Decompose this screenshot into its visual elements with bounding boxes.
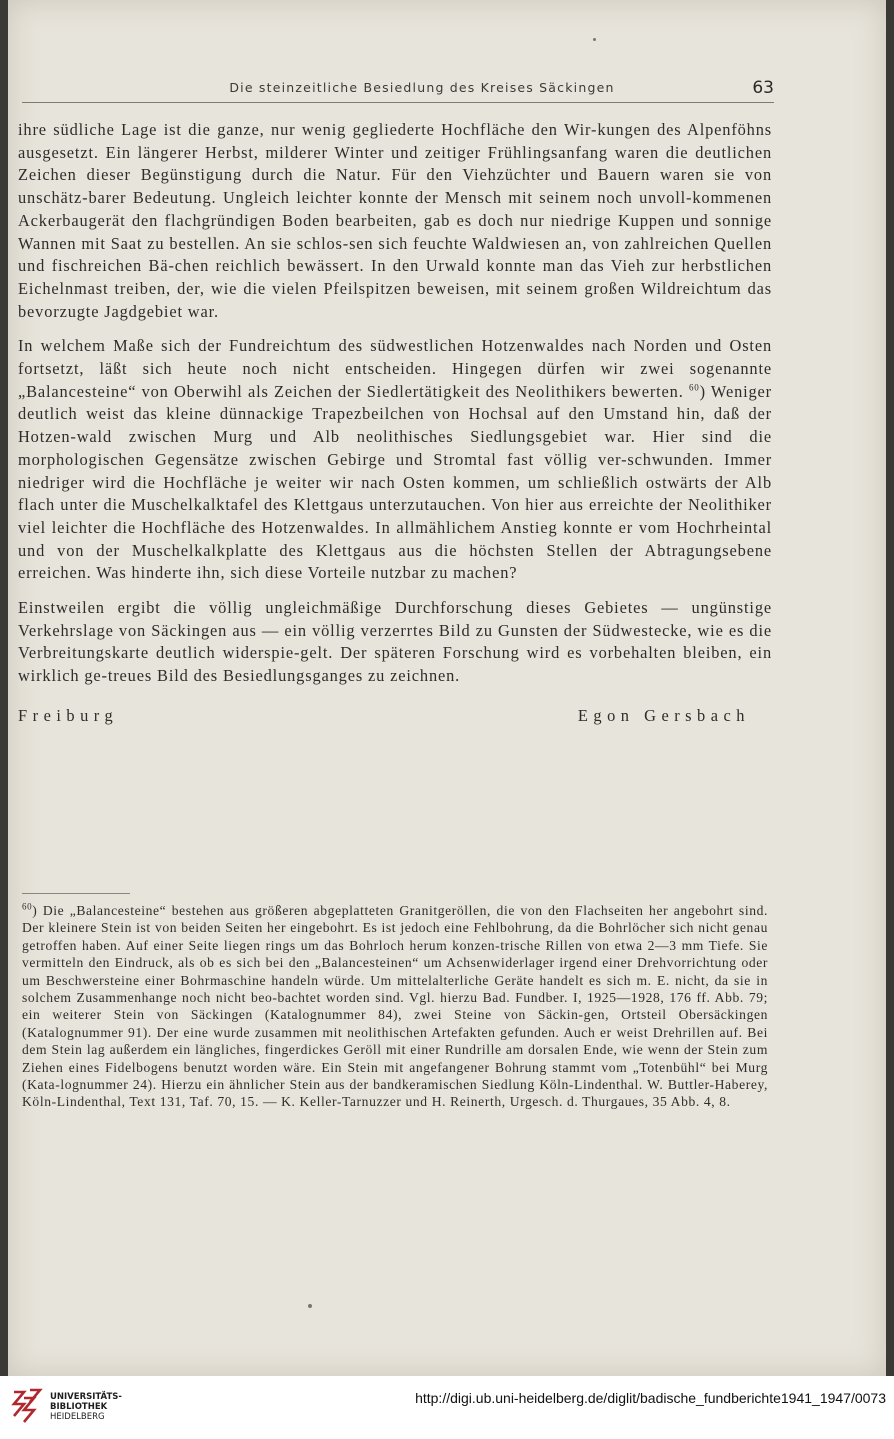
paragraph-2-part-b: ) Weniger deutlich weist das kleine dünnackige Trapezbeilchen von Hochsal auf den Umstand hin, daß der Hotzen-wald zwischen Murg und Alb neolithisches Siedlungsgebiet war. Hier sind die morphologischen Gegensätze zwischen Gebirge und Stromtal fast völlig ver-schwunden. Immer niedriger wird die Hochfläche je weiter wir nach Osten kommen, um schließlich ostwärts der Alb flach unter die Muschelkalktafel des Klettgaus unterzutauchen. Von hier aus erreichte der Neolithiker viel leichter die Hochfläche des Hotzenwaldes. In allmählichem Anstieg konnte er vom Hochrheintal und von der Muschelkalkplatte des Klettgaus aus die höchsten Stellen der Abtragungsebene erreichen. Was hinderte ihn, sich diese Vorteile nutzbar zu machen? — [18, 381, 772, 583]
signature-place: Freiburg — [18, 705, 119, 725]
logo-line-3: HEIDELBERG — [50, 1412, 105, 1422]
paper-speck — [308, 1304, 312, 1308]
viewer-footer — [0, 1376, 894, 1439]
footnote-reference[interactable]: 60 — [688, 382, 700, 393]
footnote-60 — [22, 902, 768, 1111]
logo-line-1: UNIVERSITÄTS- — [50, 1392, 122, 1402]
paragraph-3: Einstweilen ergibt die völlig ungleichmäßige Durchforschung dieses Gebietes — ungünstige Verkehrslage von Säckingen aus — ein völlig verzerrtes Bild zu Gunsten der Südwestecke, wie es die Verbreitungskarte deutlich widerspie-gelt. Der späteren Forschung wird es vorbehalten bleiben, ein wirklich ge-treues Bild des Besiedlungsganges zu zeichnen. — [18, 598, 772, 686]
running-title: Die steinzeitliche Besiedlung des Kreises Säckingen — [229, 80, 615, 95]
footnote — [22, 902, 768, 1111]
logo-line-2: BIBLIOTHEK — [50, 1402, 108, 1412]
paragraph-2-part-a: In welchem Maße sich der Fundreichtum des südwestlichen Hotzenwaldes nach Norden und Osten fortsetzt, läßt sich heute noch nicht entscheiden. Hingegen dürfen wir zwei sogenannte „Balancesteine“ von Oberwihl als Zeichen der Siedlertätigkeit des Neolithikers bewerten. — [18, 336, 772, 401]
source-url-link[interactable]: http://digi.ub.uni-heidelberg.de/diglit/badische_fundberichte1941_1947/0073 — [415, 1390, 886, 1406]
page-header — [22, 80, 774, 103]
signature-line — [18, 706, 772, 726]
paragraph-2 — [18, 335, 772, 585]
library-logo-icon[interactable] — [10, 1386, 44, 1430]
paragraph-1: ihre südliche Lage ist die ganze, nur wenig gegliederte Hochfläche den Wir-kungen des Alpenföhns ausgesetzt. Ein längerer Herbst, milderer Winter und zeitiger Frühlingsanfang waren die deutlichen Zeichen dieser Begünstigung durch die Natur. Für den Viehzüchter und Bauern waren sie von unschätz-barer Bedeutung. Ungleich leichter konnte der Mensch mit seinem noch unvoll-kommenen Ackerbaugerät den flachgründigen Boden bearbeiten, gab es doch nur niedrige Kuppen und sonnige Wannen mit Saat zu bestellen. An sie schlos-sen sich feuchte Waldwiesen an, von zahlreichen Quellen und fischreichen Bä-chen reichlich bewässert. In den Urwald konnte man das Vieh zur herbstlichen Eichelnmast treiben, der, wie die vielen Pfeilspitzen beweisen, mit seinem großen Wildreichtum das bevorzugte Jagdgebiet war. — [18, 120, 772, 321]
footnote-marker: 60 — [22, 901, 33, 912]
main-text — [18, 119, 772, 726]
footnote-divider — [22, 893, 130, 894]
footnote-text: ) Die „Balancesteine“ bestehen aus größeren abgeplatteten Granitgeröllen, die von den Flachseiten her angebohrt sind. Der kleinere Stein ist von beiden Seiten her eingebohrt. Es ist jedoch eine Fehlbohrung, da die Bohrlöcher sich nicht genau getroffen haben. Auf einer Seite liegen rings um das Bohrloch herum konzen-trische Rillen von etwa 2—3 mm Tiefe. Sie vermitteln den Eindruck, als ob es sich bei den „Balancesteinen“ um Achsenwiderlager irgend einer Drehvorrichtung oder um Beschwersteine einer Bohrmaschine handeln würde. Um mittelalterliche Geräte handelt es sich m. E. nicht, da sie in solchem Zusammenhange noch nicht beo-bachtet worden sind. Vgl. hierzu Bad. Fundber. I, 1925—1928, 176 ff. Abb. 79; ein weiterer Stein von Säckingen (Katalognummer 84), zwei Steine von Säckin-gen, Ortsteil Obersäckingen (Katalognummer 91). Der eine wurde zusammen mit neolithischen Artefakten gefunden. Auch er weist Drehrillen auf. Bei dem Stein lag außerdem ein längliches, fingerdickes Geröll mit einer Rundrille am dorsalen Ende, wie wenn der Stein zum Ziehen eines Fidelbogens benutzt worden wäre. Ein Stein mit angefangener Bohrung stammt vom „Totenbühl“ bei Murg (Kata-lognummer 24). Hierzu ein ähnlicher Stein aus der bandkeramischen Siedlung Köln-Lindenthal. W. Buttler-Haberey, Köln-Lindenthal, Text 131, Taf. 70, 15. — K. Keller-Tarnuzzer und H. Reinerth, Urgesch. d. Thurgaues, 35 Abb. 4, 8. — [22, 903, 768, 1110]
library-logo-text — [50, 1392, 122, 1422]
paper-speck — [593, 38, 596, 41]
signature-author: Egon Gersbach — [577, 705, 750, 725]
page-number: 63 — [752, 78, 774, 98]
